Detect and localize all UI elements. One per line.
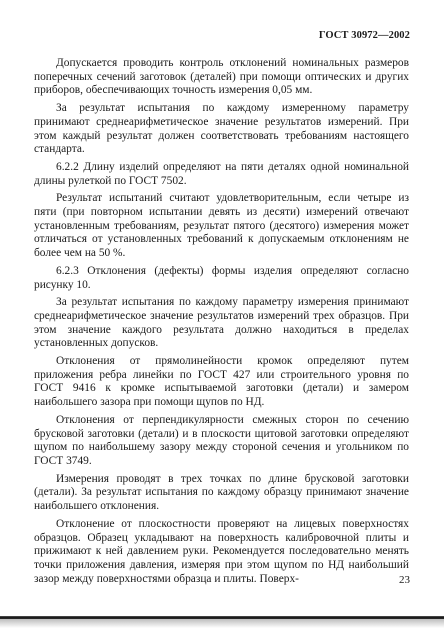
paragraph: 6.2.3 Отклонения (дефекты) формы изделия определяют согласно рисунку 10.	[34, 264, 409, 291]
paragraph: Измерения проводят в трех точках по длине брусковой заготовки (детали). За результат испытания по каждому образцу принимают значение наибольшего отклонения.	[34, 472, 409, 513]
paragraph: За результат испытания по каждому параметру измерения принимают среднеарифметическое значение результатов измерений трех образцов. При этом значение каждого результата должно находиться в пределах установленных допусков.	[34, 296, 409, 350]
body-text	[34, 57, 409, 590]
paragraph: За результат испытания по каждому измеренному параметру принимают среднеарифметическое значение результатов измерений. При этом каждый результат должен соответствовать требованиям настоящего стандарта.	[34, 102, 409, 156]
bottom-shadow	[0, 619, 444, 628]
paragraph: 6.2.2 Длину изделий определяют на пяти деталях одной номинальной длины рулеткой по ГОСТ 7502.	[34, 160, 409, 187]
paragraph: Отклонение от плоскостности проверяют на лицевых поверхностях образцов. Образец укладывают на поверхность калибровочной плиты и прижимают к ней давлением руки. Рекомендуется последовательно менять точки приложения давления, измеряя при этом щупом по НД наибольший зазор между поверхностями образца и плиты. Поверх-	[34, 517, 409, 585]
paragraph: Допускается проводить контроль отклонений номинальных размеров поперечных сечений заготовок (деталей) при помощи оптических и других приборов, обеспечивающих точность измерения 0,05 мм.	[34, 57, 409, 97]
paragraph: Отклонения от прямолинейности кромок определяют путем приложения ребра линейки по ГОСТ 427 или строительного уровня по ГОСТ 9416 к кромке испытываемой заготовки (детали) и замером наибольшего зазора при помощи щупов по НД.	[34, 355, 409, 409]
page-number: 23	[399, 574, 410, 586]
standard-header: ГОСТ 30972—2002	[318, 30, 410, 41]
paragraph: Отклонения от перпендикулярности смежных сторон по сечению брусковой заготовки (детали) и в плоскости щитовой заготовки определяют щупом по наибольшему зазору между стороной сечения и угольником по ГОСТ 3749.	[34, 413, 409, 467]
paragraph: Результат испытаний считают удовлетворительным, если четыре из пяти (при повторном испытании девять из десяти) измерений отвечают установленным требованиям, результат пятого (десятого) измерения может отличаться от установленных требований к допускаемым отклонениям не более чем на 50 %.	[34, 192, 409, 260]
